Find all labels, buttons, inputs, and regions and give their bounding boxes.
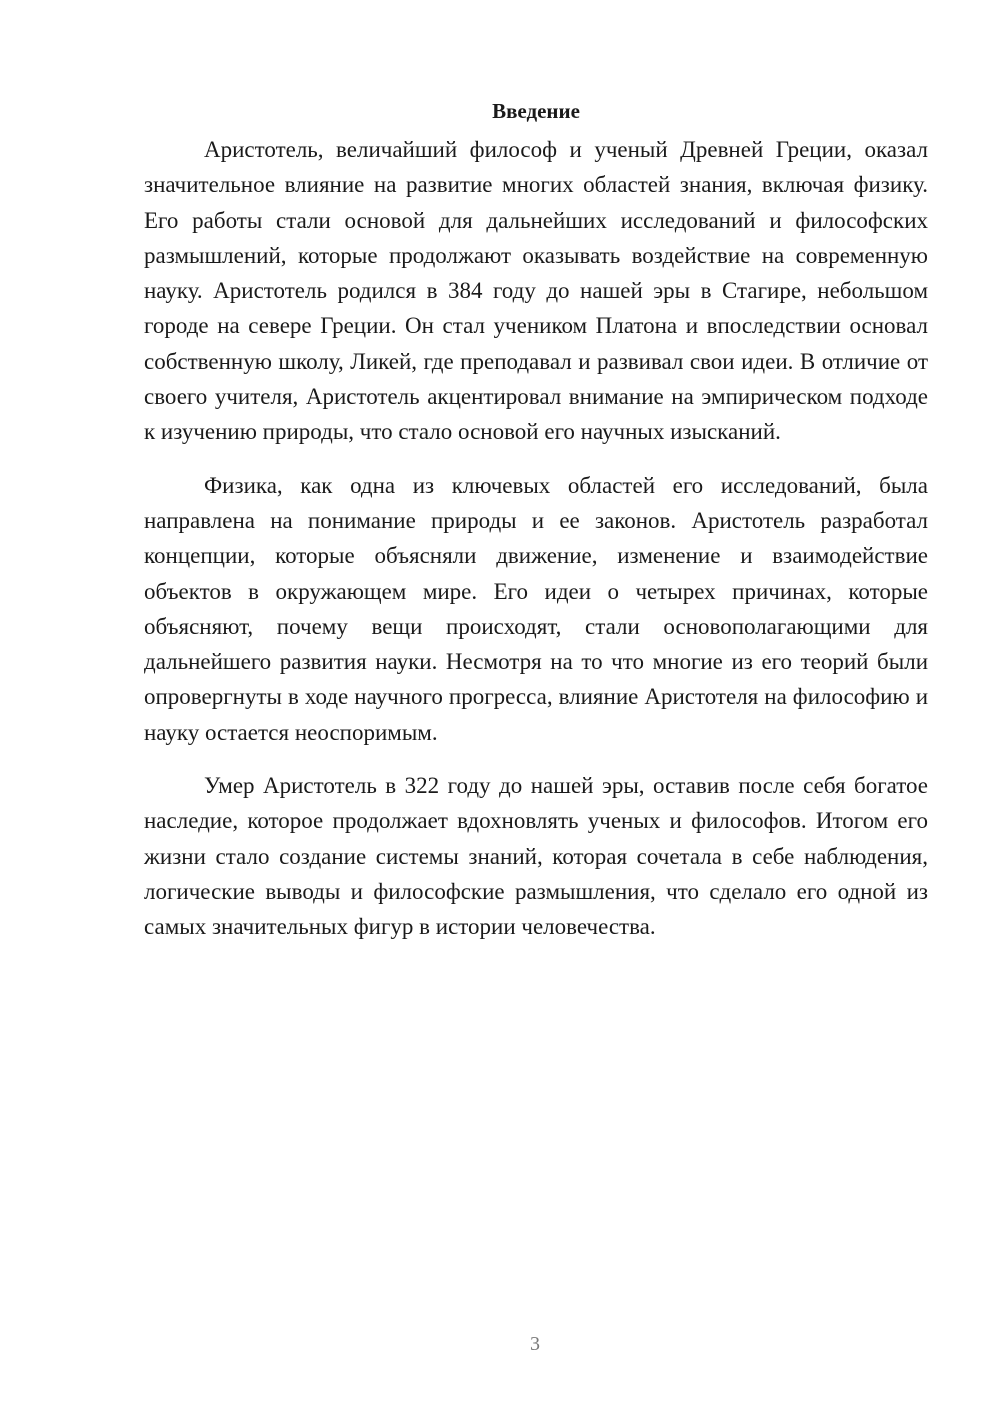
paragraph-physics: Физика, как одна из ключевых областей его исследований, была направлена на понимание природы и ее законов. Аристотель разработал концепции, которые объясняли движение, изменение и взаимодействие объектов в окружающем мире. Его идеи о четырех причинах, которые объясняют, почему вещи происходят, стали основополагающими для дальнейшего развития науки. Несмотря на то что многие из его теорий были опровергнуты в ходе научного прогресса, влияние Аристотеля на философию и науку остается неоспоримым. <box>144 472 928 745</box>
paragraph-legacy: Умер Аристотель в 322 году до нашей эры, оставив после себя богатое наследие, которое продолжает вдохновлять ученых и философов. Итогом его жизни стало создание системы знаний, которая сочетала в себе наблюдения, логические выводы и философские размышления, что сделало его одной из самых значительных фигур в истории человечества. <box>144 773 928 940</box>
paragraph-intro: Аристотель, величайший философ и ученый Древней Греции, оказал значительное влияние на развитие многих областей знания, включая физику. Его работы стали основой для дальнейших исследований и философских размышлений, которые продолжают оказывать воздействие на современную науку. Аристотель родился в 384 году до нашей эры в Стагире, небольшом городе на севере Греции. Он стал учеником Платона и впоследствии основал собственную школу, Ликей, где преподавал и развивал свои идеи. В отличие от своего учителя, Аристотель акцентировал внимание на эмпирическом подходе к изучению природы, что стало основой его научных изысканий. <box>144 137 928 445</box>
page-content <box>144 92 928 945</box>
section-title: Введение <box>492 99 580 123</box>
page-number: 3 <box>530 1333 540 1355</box>
